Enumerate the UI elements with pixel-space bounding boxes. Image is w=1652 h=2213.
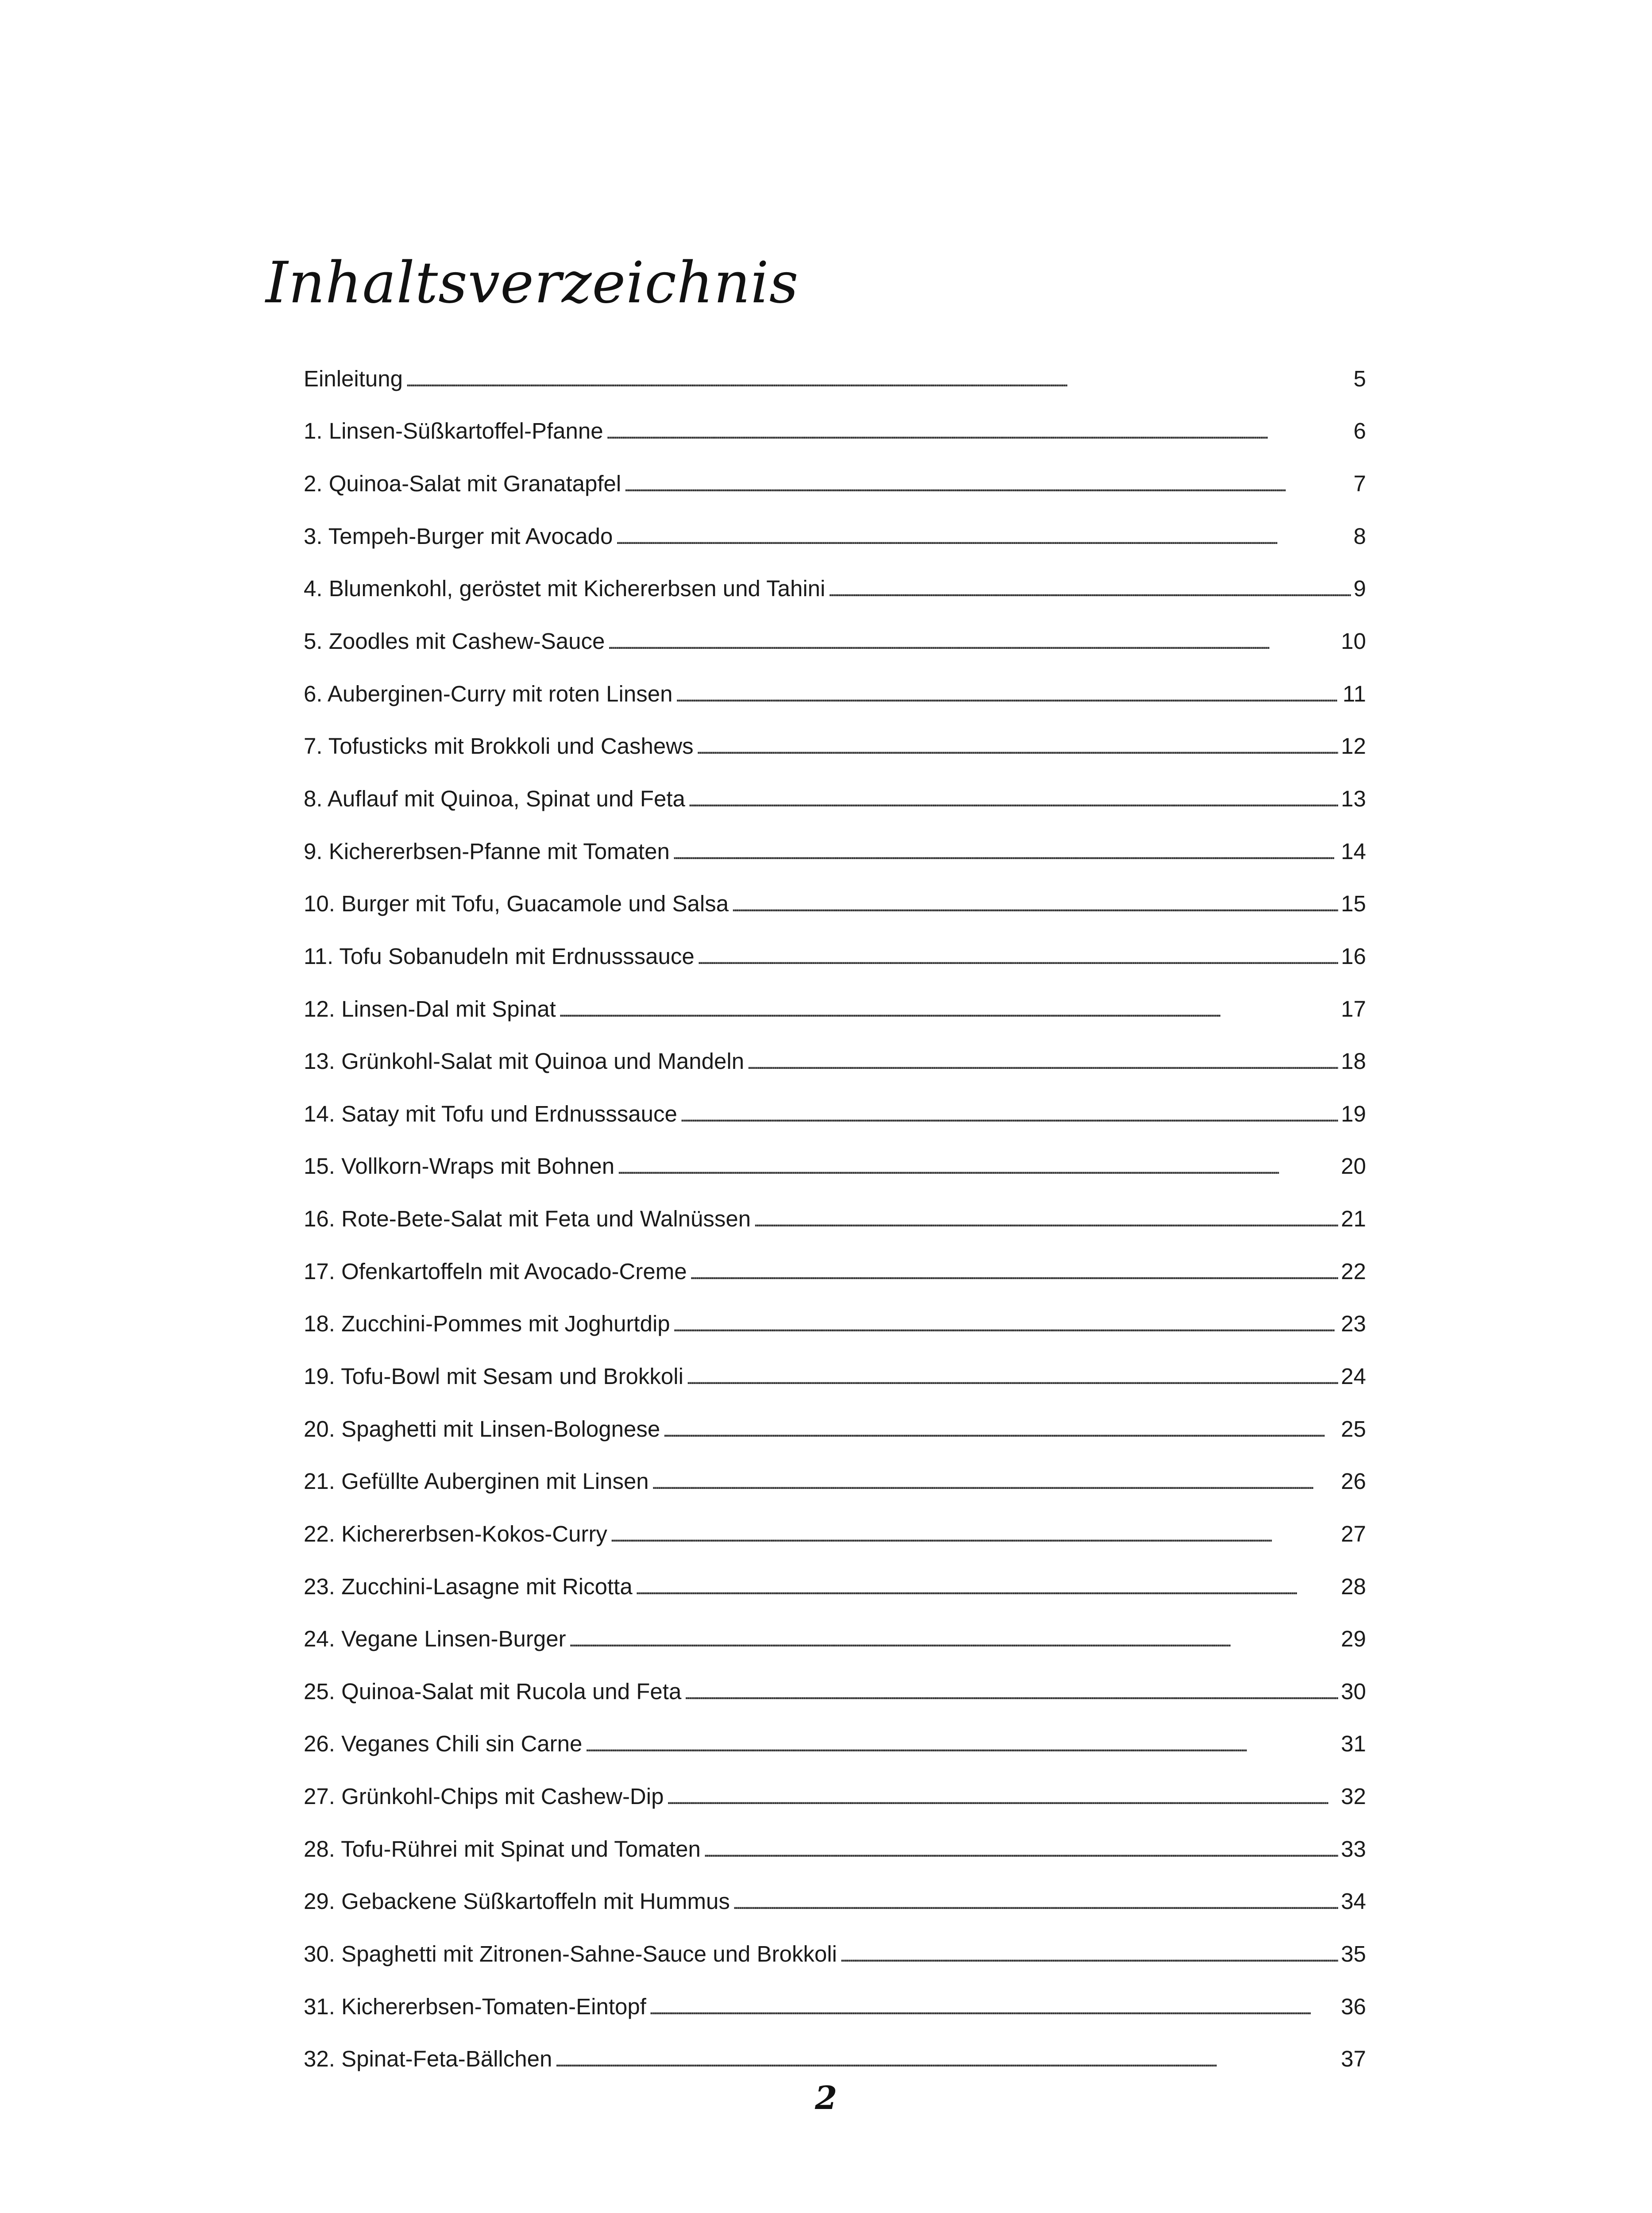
toc-entry-page: 15 bbox=[1341, 891, 1366, 917]
toc-entry[interactable] bbox=[304, 405, 1366, 458]
dot-leader bbox=[559, 998, 1338, 1020]
toc-entry[interactable] bbox=[304, 1665, 1366, 1718]
dot-leader bbox=[585, 1732, 1338, 1755]
dot-leader bbox=[652, 1470, 1339, 1492]
dot-leader bbox=[663, 1418, 1338, 1440]
dot-leader bbox=[684, 1680, 1338, 1703]
toc-entry-label: 11. Tofu Sobanudeln mit Erdnusssauce bbox=[304, 943, 695, 969]
dot-leader bbox=[615, 525, 1351, 547]
toc-entry[interactable] bbox=[304, 1298, 1366, 1350]
toc-entry[interactable] bbox=[304, 1980, 1366, 2033]
toc-entry[interactable] bbox=[304, 1928, 1366, 1980]
toc-entry[interactable] bbox=[304, 720, 1366, 772]
dot-leader bbox=[686, 1365, 1338, 1388]
dot-leader bbox=[688, 787, 1338, 810]
toc-entry-label: 31. Kichererbsen-Tomaten-Eintopf bbox=[304, 1993, 646, 2019]
dot-leader bbox=[840, 1943, 1338, 1965]
dot-leader bbox=[607, 630, 1338, 652]
toc-entry-label: 19. Tofu-Bowl mit Sesam und Brokkoli bbox=[304, 1363, 683, 1389]
toc-entry-label: 16. Rote-Bete-Salat mit Feta und Walnüssen bbox=[304, 1206, 751, 1232]
toc-entry-page: 11 bbox=[1343, 681, 1366, 706]
toc-entry[interactable] bbox=[304, 1612, 1366, 1665]
toc-entry-label: 24. Vegane Linsen-Burger bbox=[304, 1626, 566, 1652]
toc-entry[interactable] bbox=[304, 1035, 1366, 1087]
toc-entry-page: 33 bbox=[1341, 1836, 1366, 1862]
toc-entry[interactable] bbox=[304, 1350, 1366, 1403]
toc-entry-label: 29. Gebackene Süßkartoffeln mit Hummus bbox=[304, 1889, 730, 1914]
toc-entry-label: 27. Grünkohl-Chips mit Cashew-Dip bbox=[304, 1784, 664, 1809]
toc-entry-page: 20 bbox=[1341, 1153, 1366, 1179]
table-of-contents bbox=[304, 352, 1366, 2085]
dot-leader bbox=[828, 577, 1351, 600]
toc-entry-page: 13 bbox=[1341, 786, 1366, 811]
toc-entry-page: 29 bbox=[1341, 1626, 1366, 1652]
toc-entry-label: 9. Kichererbsen-Pfanne mit Tomaten bbox=[304, 838, 670, 864]
toc-entry-label: 8. Auflauf mit Quinoa, Spinat und Feta bbox=[304, 786, 685, 811]
toc-entry[interactable] bbox=[304, 930, 1366, 983]
toc-entry-page: 7 bbox=[1353, 471, 1366, 497]
toc-entry-label: 17. Ofenkartoffeln mit Avocado-Creme bbox=[304, 1258, 687, 1284]
toc-entry[interactable] bbox=[304, 1087, 1366, 1140]
toc-entry[interactable] bbox=[304, 510, 1366, 563]
toc-entry-page: 28 bbox=[1341, 1573, 1366, 1599]
toc-entry-page: 31 bbox=[1341, 1731, 1366, 1757]
dot-leader bbox=[675, 682, 1340, 705]
toc-entry-page: 25 bbox=[1341, 1416, 1366, 1442]
dot-leader bbox=[733, 1890, 1338, 1912]
toc-entry-page: 23 bbox=[1341, 1311, 1366, 1337]
dot-leader bbox=[649, 1995, 1338, 2018]
dot-leader bbox=[606, 420, 1351, 442]
toc-entry-label: 10. Burger mit Tofu, Guacamole und Salsa bbox=[304, 891, 729, 917]
toc-entry[interactable] bbox=[304, 1770, 1366, 1823]
toc-entry-label: 5. Zoodles mit Cashew-Sauce bbox=[304, 628, 605, 654]
toc-entry-label: 15. Vollkorn-Wraps mit Bohnen bbox=[304, 1153, 615, 1179]
toc-entry[interactable] bbox=[304, 1245, 1366, 1298]
toc-entry-label: 14. Satay mit Tofu und Erdnusssauce bbox=[304, 1101, 677, 1126]
toc-entry-label: 2. Quinoa-Salat mit Granatapfel bbox=[304, 471, 621, 497]
toc-entry-page: 35 bbox=[1341, 1941, 1366, 1967]
toc-entry[interactable] bbox=[304, 825, 1366, 878]
toc-entry[interactable] bbox=[304, 772, 1366, 825]
toc-entry-label: 23. Zucchini-Lasagne mit Ricotta bbox=[304, 1573, 633, 1599]
dot-leader bbox=[624, 472, 1351, 495]
toc-entry-label: 1. Linsen-Süßkartoffel-Pfanne bbox=[304, 418, 603, 444]
dot-leader bbox=[697, 945, 1339, 968]
toc-entry-page: 32 bbox=[1341, 1784, 1366, 1809]
page-title: Inhaltsverzeichnis bbox=[266, 250, 799, 316]
dot-leader bbox=[555, 2047, 1338, 2070]
toc-entry-label: Einleitung bbox=[304, 366, 403, 391]
toc-entry[interactable] bbox=[304, 667, 1366, 720]
toc-entry-page: 30 bbox=[1341, 1678, 1366, 1704]
toc-entry[interactable] bbox=[304, 563, 1366, 615]
toc-entry-page: 14 bbox=[1341, 838, 1366, 864]
page-number: 2 bbox=[814, 2079, 838, 2117]
toc-entry[interactable] bbox=[304, 1403, 1366, 1455]
dot-leader bbox=[610, 1523, 1338, 1545]
toc-entry[interactable] bbox=[304, 1823, 1366, 1875]
toc-entry-page: 8 bbox=[1353, 523, 1366, 549]
toc-entry[interactable] bbox=[304, 1507, 1366, 1560]
toc-entry-page: 26 bbox=[1341, 1469, 1366, 1494]
toc-entry-label: 22. Kichererbsen-Kokos-Curry bbox=[304, 1521, 607, 1546]
toc-entry[interactable] bbox=[304, 2033, 1366, 2086]
toc-entry-page: 24 bbox=[1341, 1363, 1366, 1389]
toc-entry[interactable] bbox=[304, 1718, 1366, 1770]
dot-leader bbox=[731, 892, 1338, 915]
toc-entry-label: 25. Quinoa-Salat mit Rucola und Feta bbox=[304, 1678, 682, 1704]
toc-entry-label: 21. Gefüllte Auberginen mit Linsen bbox=[304, 1469, 649, 1494]
toc-entry-page: 19 bbox=[1341, 1101, 1366, 1126]
toc-entry-page: 37 bbox=[1341, 2046, 1366, 2072]
toc-entry-page: 10 bbox=[1341, 628, 1366, 654]
toc-entry[interactable] bbox=[304, 877, 1366, 930]
dot-leader bbox=[569, 1627, 1339, 1650]
toc-entry-page: 12 bbox=[1341, 733, 1366, 759]
toc-entry-label: 20. Spaghetti mit Linsen-Bolognese bbox=[304, 1416, 660, 1442]
toc-entry[interactable] bbox=[304, 1192, 1366, 1245]
dot-leader bbox=[696, 735, 1339, 757]
dot-leader bbox=[753, 1207, 1338, 1230]
dot-leader bbox=[680, 1103, 1338, 1125]
toc-entry-page: 34 bbox=[1341, 1889, 1366, 1914]
toc-entry-label: 28. Tofu-Rührei mit Spinat und Tomaten bbox=[304, 1836, 701, 1862]
toc-entry[interactable] bbox=[304, 983, 1366, 1035]
dot-leader bbox=[672, 840, 1338, 863]
dot-leader bbox=[690, 1260, 1339, 1283]
dot-leader bbox=[635, 1575, 1339, 1598]
toc-entry-label: 3. Tempeh-Burger mit Avocado bbox=[304, 523, 613, 549]
toc-entry-page: 21 bbox=[1341, 1206, 1366, 1232]
toc-entry-label: 26. Veganes Chili sin Carne bbox=[304, 1731, 583, 1757]
toc-entry[interactable] bbox=[304, 352, 1366, 405]
toc-entry[interactable] bbox=[304, 1560, 1366, 1613]
dot-leader bbox=[405, 367, 1351, 390]
toc-entry-page: 5 bbox=[1353, 366, 1366, 391]
toc-entry-page: 18 bbox=[1341, 1049, 1366, 1074]
dot-leader bbox=[747, 1050, 1338, 1072]
toc-entry-label: 13. Grünkohl-Salat mit Quinoa und Mandeln bbox=[304, 1049, 745, 1074]
toc-entry-label: 30. Spaghetti mit Zitronen-Sahne-Sauce und Brokkoli bbox=[304, 1941, 837, 1967]
toc-entry-label: 32. Spinat-Feta-Bällchen bbox=[304, 2046, 552, 2072]
toc-entry-page: 27 bbox=[1341, 1521, 1366, 1546]
toc-entry-page: 9 bbox=[1353, 576, 1366, 601]
dot-leader bbox=[673, 1312, 1339, 1335]
toc-entry[interactable] bbox=[304, 1875, 1366, 1928]
toc-entry-label: 18. Zucchini-Pommes mit Joghurtdip bbox=[304, 1311, 670, 1337]
dot-leader bbox=[703, 1838, 1338, 1860]
toc-entry-page: 36 bbox=[1341, 1993, 1366, 2019]
toc-entry[interactable] bbox=[304, 615, 1366, 667]
toc-entry-page: 16 bbox=[1341, 943, 1366, 969]
toc-entry-label: 12. Linsen-Dal mit Spinat bbox=[304, 996, 556, 1022]
toc-entry[interactable] bbox=[304, 457, 1366, 510]
toc-entry-label: 6. Auberginen-Curry mit roten Linsen bbox=[304, 681, 673, 706]
toc-entry[interactable] bbox=[304, 1140, 1366, 1193]
toc-entry-page: 22 bbox=[1341, 1258, 1366, 1284]
toc-entry-page: 17 bbox=[1341, 996, 1366, 1022]
toc-entry-label: 7. Tofusticks mit Brokkoli und Cashews bbox=[304, 733, 694, 759]
toc-entry-label: 4. Blumenkohl, geröstet mit Kichererbsen und Tahini bbox=[304, 576, 826, 601]
dot-leader bbox=[666, 1785, 1338, 1808]
toc-entry[interactable] bbox=[304, 1455, 1366, 1507]
toc-entry-page: 6 bbox=[1353, 418, 1366, 444]
dot-leader bbox=[617, 1155, 1338, 1177]
